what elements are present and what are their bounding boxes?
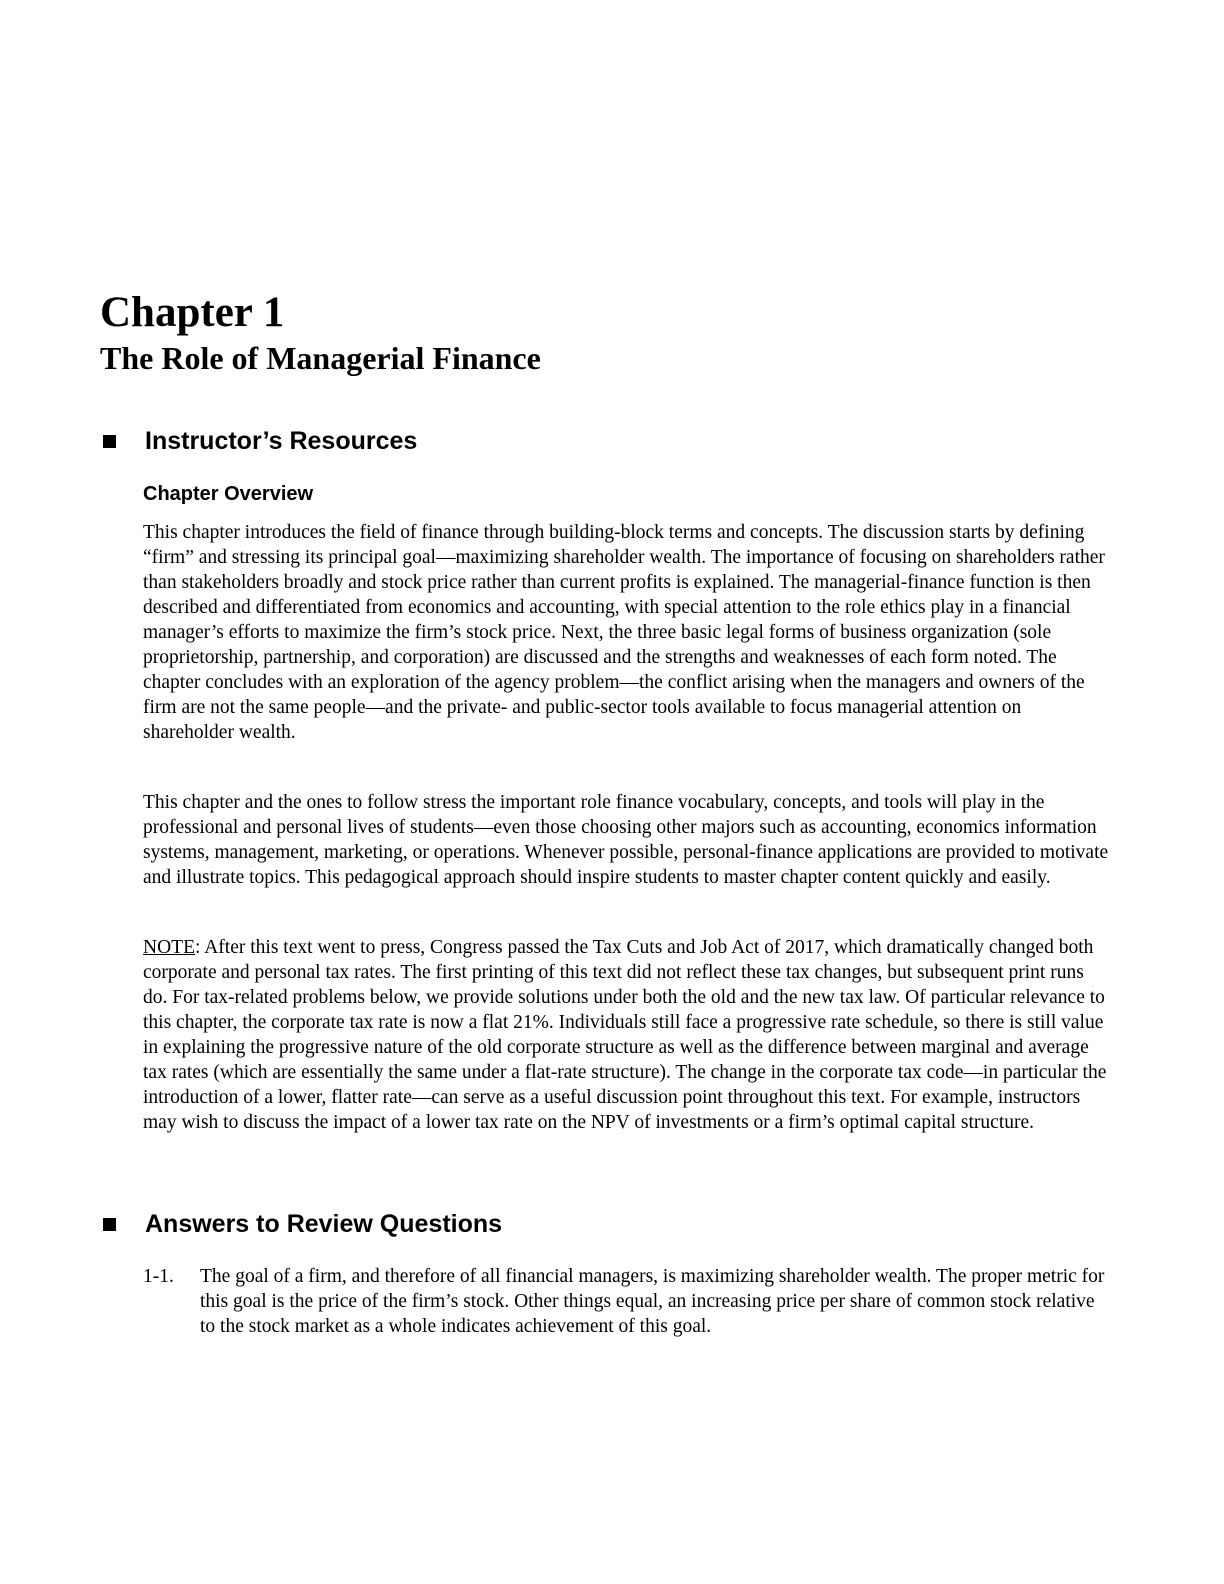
subheading-chapter-overview: Chapter Overview <box>143 483 314 505</box>
chapter-title: The Role of Managerial Finance <box>100 340 541 376</box>
section-heading-review <box>100 1208 502 1240</box>
section-heading-text: Answers to Review Questions <box>145 1210 503 1238</box>
overview-paragraph-1: This chapter introduces the field of finance through building-block terms and concepts. The discussion starts by defining “firm” and stressing its principal goal—maximizing shareholder wealth. The importance of focusing on shareholders rather than stakeholders broadly and stock price rather than current profits is explained. The managerial-finance function is then described and differentiated from economics and accounting, with special attention to the role ethics play in a financial manager’s efforts to maximize the firm’s stock price. Next, the three basic legal forms of business organization (sole proprietorship, partnership, and corporation) are discussed and the strengths and weaknesses of each form noted. The chapter concludes with an exploration of the agency problem—the conflict arising when the managers and owners of the firm are not the same people—and the private- and public-sector tools available to focus managerial attention on shareholder wealth. <box>143 522 1105 743</box>
section-heading-text: Instructor’s Resources <box>145 427 418 455</box>
review-answer-item <box>143 1264 1113 1339</box>
note-text: : After this text went to press, Congress passed the Tax Cuts and Job Act of 2017, which dramatically changed both corporate and personal tax rates. The first printing of this text did not reflect these tax changes, but subsequent print runs do. For tax-related problems below, we provide solutions under both the old and the new tax law. Of particular relevance to this chapter, the corporate tax rate is now a flat 21%. Individuals still face a progressive rate schedule, so there is still value in explaining the progressive nature of the old corporate structure as well as the difference between marginal and average tax rates (which are essentially the same under a flat-rate structure). The change in the corporate tax code—in particular the introduction of a lower, flatter rate—can serve as a useful discussion point throughout this text. For example, instructors may wish to discuss the impact of a lower tax rate on the NPV of investments or a firm’s optimal capital structure. <box>143 937 1107 1133</box>
review-answer-text: The goal of a firm, and therefore of all financial managers, is maximizing shareholder wealth. The proper metric for this goal is the price of the firm’s stock. Other things equal, an increasing price per share of common stock relative to the stock market as a whole indicates achievement of this goal. <box>200 1266 1105 1337</box>
chapter-number: Chapter 1 <box>100 289 285 336</box>
square-bullet-icon <box>103 435 116 448</box>
section-heading-resources <box>100 425 417 457</box>
note-label: NOTE <box>143 937 195 958</box>
note-paragraph <box>143 935 1113 1135</box>
review-answer-number: 1-1. <box>143 1266 174 1287</box>
overview-paragraph-2: This chapter and the ones to follow stress the important role finance vocabulary, concepts, and tools will play in the professional and personal lives of students—even those choosing other majors such as accounting, economics information systems, management, marketing, or operations. Whenever possible, personal-finance applications are provided to motivate and illustrate topics. This pedagogical approach should inspire students to master chapter content quickly and easily. <box>143 792 1109 888</box>
square-bullet-icon <box>103 1218 116 1231</box>
